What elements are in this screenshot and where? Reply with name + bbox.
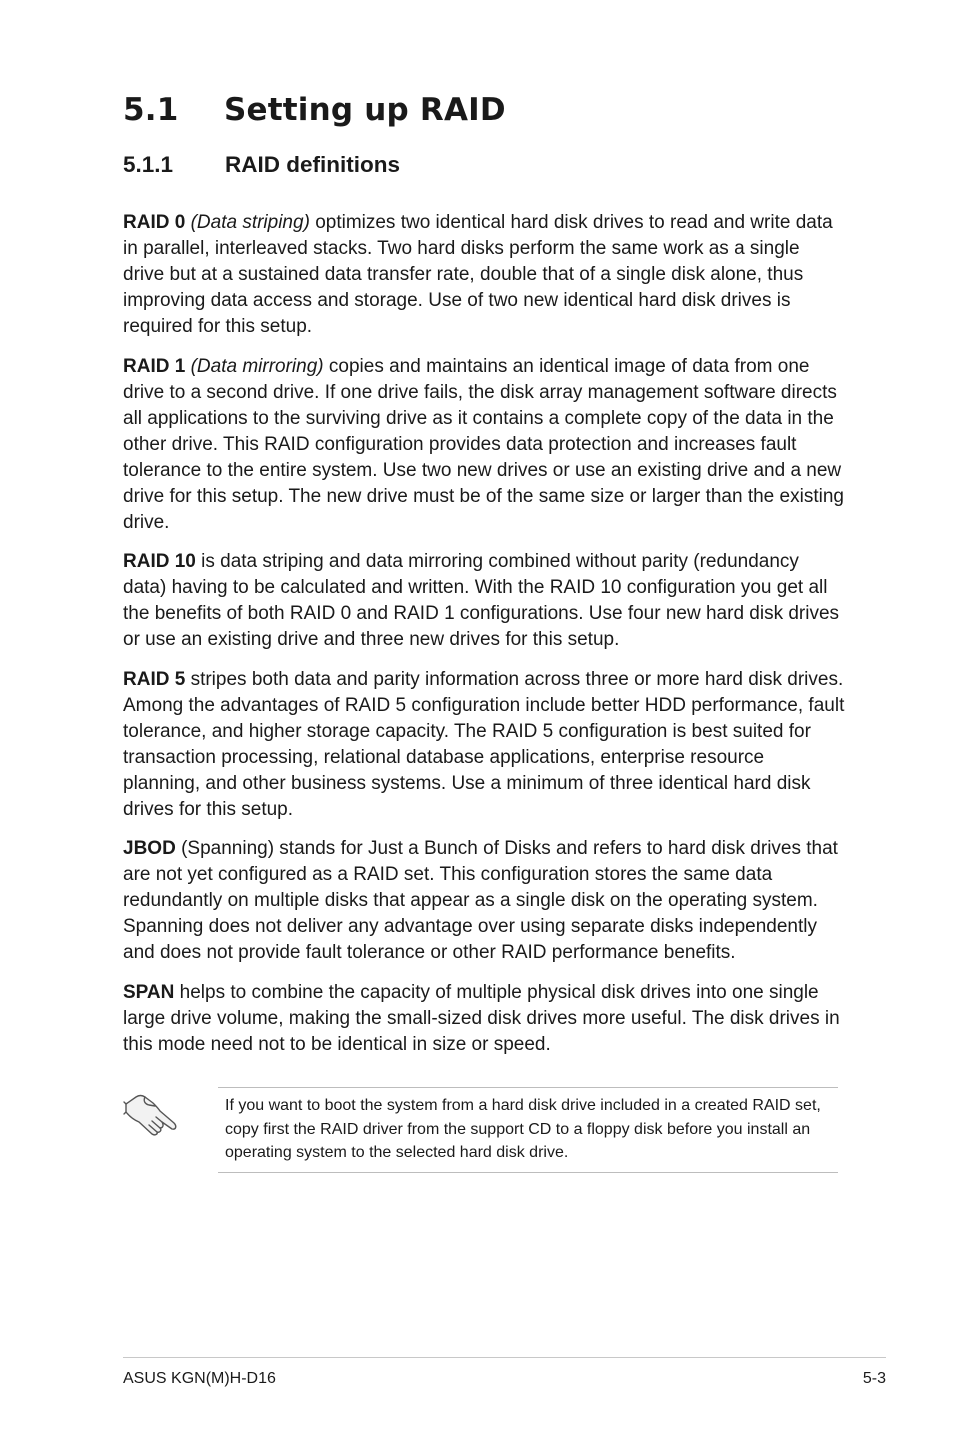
note-box [218,1087,838,1173]
paragraph-text: stripes both data and parity information across three or more hard disk drives. Among the advantages of RAID 5 configuration include better HDD performance, fault tolerance, and higher storage capacity. The RAID 5 configuration is best suited for transaction processing, relational database applications, enterprise resource planning, and other business systems. Use a minimum of three identical hard disk drives for this setup. [123,668,845,820]
page-title [123,88,506,132]
paragraph-text: (Spanning) stands for Just a Bunch of Disks and refers to hard disk drives that are not yet configured as a RAID set. This configuration stores the same data redundantly on multiple disks that appear as a single disk on the operating system. Spanning does not deliver any advantage over using separate disks independently and does not provide fault tolerance or other RAID performance benefits. [123,838,838,963]
section-number: 5.1.1 [123,152,174,177]
term: RAID 0 [123,212,186,233]
qualifier: (Data striping) [190,212,310,233]
term: JBOD [123,838,176,859]
term: RAID 1 [123,355,186,377]
paragraph-jbod [123,836,845,966]
note-text: If you want to boot the system from a hard disk drive included in a created RAID set, copy first the RAID driver from the support CD to a floppy disk before you install an operating system to the selected hard disk drive. [225,1097,821,1161]
qualifier: (Data mirroring) [190,355,324,377]
term: RAID 5 [123,668,186,690]
paragraph-text: is data striping and data mirroring combined without parity (redundancy data) having to be calculated and written. With the RAID 10 configuration you get all the benefits of both RAID 0 and RAID 1 configurations. Use four new hard disk drives or use an existing drive and three new drives for this setup. [123,551,840,650]
paragraph-raid1 [123,354,845,536]
term: RAID 10 [123,551,196,572]
paragraph-text: helps to combine the capacity of multiple physical disk drives into one single large drive volume, making the small-sized disk drives more useful. The disk drives in this mode need not to be identical in size or speed. [123,981,840,1055]
chapter-title: Setting up RAID [224,92,506,128]
footer-page-number: 5-3 [862,1370,886,1387]
section-title [123,150,400,180]
section-title-text: RAID definitions [225,152,400,177]
body-text [123,210,845,1071]
footer-divider [123,1357,886,1358]
pointing-hand-icon [122,1090,180,1138]
paragraph-text: copies and maintains an identical image of data from one drive to a second drive. If one drive fails, the disk array management software directs all applications to the surviving drive as it contains a complete copy of the data in the other drive. This RAID configuration provides data protection and increases fault tolerance to the entire system. Use two new drives or use an existing drive and a new drive for this setup. The new drive must be of the same size or larger than the existing drive. [123,355,844,533]
paragraph-raid0 [123,210,845,340]
chapter-number: 5.1 [123,92,179,128]
paragraph-raid5 [123,667,845,823]
paragraph-text: optimizes two identical hard disk drives to read and write data in parallel, interleaved stacks. Two hard disks perform the same work as a single drive but at a sustained data transfer rate, double that of a single disk alone, thus improving data access and storage. Use of two new identical hard disk drives is required for this setup. [123,212,833,337]
paragraph-span [123,980,845,1058]
paragraph-raid10 [123,549,845,653]
term: SPAN [123,981,175,1003]
footer-product: ASUS KGN(M)H-D16 [123,1370,276,1387]
